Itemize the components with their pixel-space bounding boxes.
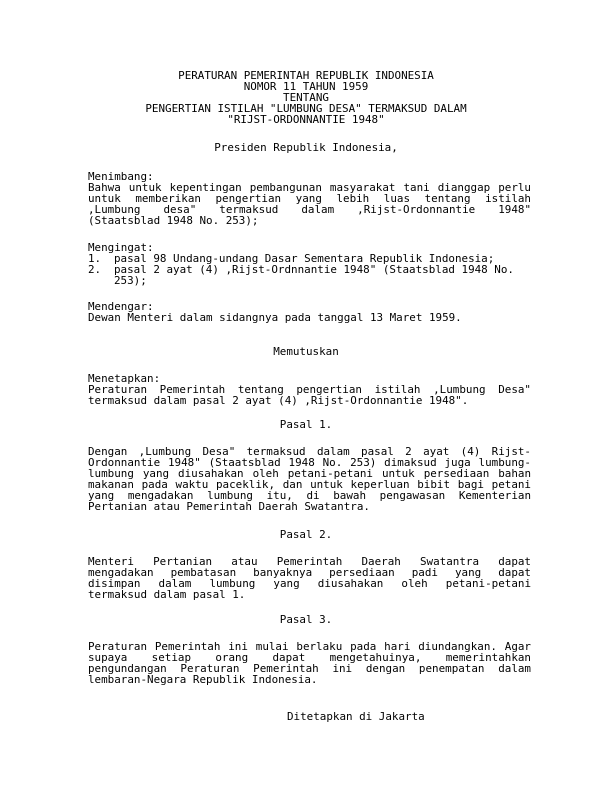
text-line: Ordonnantie 1948" (Staatsblad 1948 No. 253) dimaksud juga lumbung- (88, 456, 531, 469)
menetapkan-label: Menetapkan: (88, 372, 161, 385)
mengingat-item-2-cont (88, 275, 147, 286)
title-line-2: NOMOR 11 TAHUN 1959 (243, 80, 369, 93)
mengingat-label: Mengingat: (88, 241, 154, 254)
text-line: Dengan ,Lumbung Desa" termaksud dalam pasal 2 ayat (4) Rijst- (88, 445, 531, 458)
text-line: Peraturan Pemerintah ini mulai berlaku pada hari diundangkan. Agar (88, 640, 531, 653)
closing-place: Ditetapkan di Jakarta (287, 710, 425, 723)
mengingat-item-2 (88, 264, 514, 275)
menimbang-label: Menimbang: (88, 170, 154, 183)
president-line: Presiden Republik Indonesia, (214, 141, 398, 154)
text-line: disimpan dalam lumbung yang diusahakan oleh petani-petani (88, 577, 531, 590)
item-number: 2. (88, 263, 102, 276)
mendengar-text: Dewan Menteri dalam sidangnya pada tanggal 13 Maret 1959. (88, 311, 462, 324)
text-line: pengundangan Peraturan Pemerintah ini dengan penempatan dalam (88, 662, 531, 675)
pasal-3-heading: Pasal 3. (279, 613, 333, 626)
text-line: Bahwa untuk kepentingan pembangunan masyarakat tani dianggap perlu (88, 181, 531, 194)
item-text: pasal 98 Undang-undang Dasar Sementara Republik Indonesia; (114, 252, 495, 265)
pasal-2-heading: Pasal 2. (279, 528, 333, 541)
text-line: mengadakan pembatasan banyaknya persediaan padi yang dapat (88, 566, 531, 579)
pasal-3-text (88, 641, 531, 685)
text-line: lumbung yang diusahakan oleh petani-petani untuk persediaan bahan (88, 467, 531, 480)
text-line: makanan pada waktu paceklik, dan untuk keperluan bibit bagi petani (88, 478, 531, 491)
text-line: (Staatsblad 1948 No. 253); (88, 214, 259, 227)
item-text: pasal 2 ayat (4) ,Rijst-Ordnnantie 1948" (Staatsblad 1948 No. (114, 263, 514, 276)
menetapkan-text (88, 384, 531, 406)
pasal-2-text (88, 556, 531, 600)
text-line: untuk memberikan pengertian yang lebih luas tentang istilah (88, 192, 531, 205)
menimbang-text (88, 182, 531, 226)
text-line: termaksud dalam pasal 2 ayat (4) ,Rijst-Ordonnantie 1948". (88, 394, 469, 407)
pasal-1-heading: Pasal 1. (279, 418, 333, 431)
title-line-3: TENTANG (283, 91, 329, 104)
text-line: ,Lumbung desa" termaksud dalam ,Rijst-Ordonnantie 1948" (88, 203, 531, 216)
text-line: Pertanian atau Pemerintah Daerah Swatantra. (88, 500, 370, 513)
text-line: Peraturan Pemerintah tentang pengertian istilah ,Lumbung Desa" (88, 383, 531, 396)
title-line-4: PENGERTIAN ISTILAH "LUMBUNG DESA" TERMAKSUD DALAM (145, 102, 467, 115)
pasal-1-text (88, 446, 531, 512)
text-line: termaksud dalam pasal 1. (88, 588, 246, 601)
item-text: 253); (114, 274, 147, 287)
memutuskan-heading: Memutuskan (273, 345, 339, 358)
text-line: Menteri Pertanian atau Pemerintah Daerah Swatantra dapat (88, 555, 531, 568)
text-line: yang mengadakan lumbung itu, di bawah pengawasan Kementerian (88, 489, 531, 502)
title-line-5: "RIJST-ORDONNANTIE 1948" (227, 113, 385, 126)
mendengar-label: Mendengar: (88, 300, 154, 313)
text-line: supaya setiap orang dapat mengetahuinya, memerintahkan (88, 651, 531, 664)
title-line-1: PERATURAN PEMERINTAH REPUBLIK INDONESIA (178, 69, 434, 82)
text-line: lembaran-Negara Republik Indonesia. (88, 673, 318, 686)
item-number: 1. (88, 252, 102, 265)
